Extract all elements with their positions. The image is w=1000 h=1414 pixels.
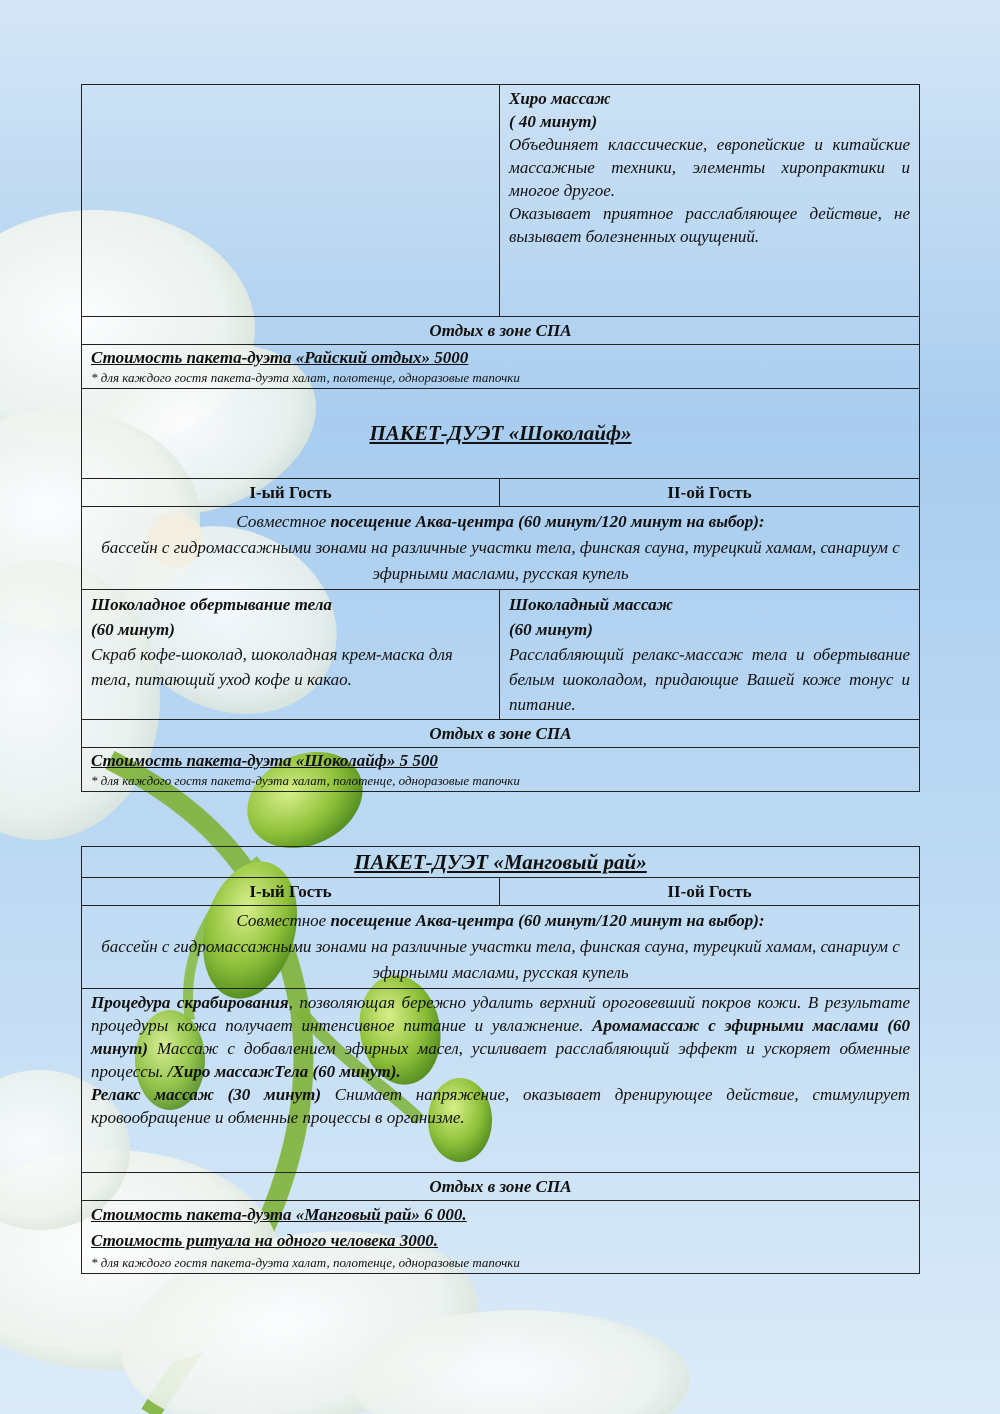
aroma-massage-title: Аромамассаж с эфирными маслами (60 минут) (91, 1016, 910, 1058)
relax-massage-text (91, 1083, 910, 1129)
package-price: Стоимость пакета-дуэта «Шоколайф» 5 500 (91, 751, 438, 770)
mango-procedures-text (91, 991, 910, 1083)
hiro-massage-title: Хиро массаж (509, 89, 611, 108)
package-price: Стоимость пакета-дуэта «Райский отдых» 5000 (91, 348, 469, 367)
chocolate-massage-title: Шоколадный массаж (509, 595, 673, 614)
package-note: * для каждого гостя пакета-дуэта халат, полотенце, одноразовые тапочки (91, 1255, 520, 1270)
package-price: Стоимость пакета-дуэта «Манговый рай» 6 000. (91, 1205, 467, 1224)
package-note: * для каждого гостя пакета-дуэта халат, полотенце, одноразовые тапочки (91, 773, 520, 788)
aqua-visit: посещение Аква-центра (60 минут/120 минут на выбор): (330, 911, 765, 930)
relax-massage-title: Релакс массаж (30 минут) (91, 1085, 322, 1104)
spa-rest-row: Отдых в зоне СПА (82, 720, 920, 748)
package-chocolife-title: ПАКЕТ-ДУЭТ «Шоколайф» (82, 389, 920, 479)
aqua-description: бассейн с гидромассажными зонами на различные участки тела, финская сауна, турецкий хамам, санариум с эфирными маслами, русская купель (101, 538, 900, 583)
scrub-text: , позволяющая бережно удалить верхний ороговевший покров кожи. В результате процедуры кожа получает интенсивное питание и увлажнение. (91, 993, 910, 1035)
price-list-page (81, 84, 919, 1274)
chocolate-massage-description: Расслабляющий релакс-массаж тела и обертывание белым шоколадом, придающие Вашей коже тонус и питание. (509, 645, 910, 714)
chocolate-wrap-description: Скраб кофе-шоколад, шоколадная крем-маска для тела, питающий уход кофе и какао. (91, 645, 453, 689)
package-paradise-table (81, 84, 920, 792)
aqua-description: бассейн с гидромассажными зонами на различные участки тела, финская сауна, турецкий хамам, санариум с эфирными маслами, русская купель (101, 937, 900, 982)
aroma-massage-text: Массаж с добавлением эфирных масел, усиливает расслабляющий эффект и ускоряет обменные процессы. (91, 1039, 910, 1081)
scrub-title: Процедура скрабирования (91, 993, 289, 1012)
empty-left-cell (82, 85, 500, 317)
hiro-massage-cell (500, 85, 920, 317)
package-mango-title: ПАКЕТ-ДУЭТ «Манговый рай» (82, 847, 920, 878)
single-ritual-price: Стоимость ритуала на одного человека 3000. (91, 1231, 438, 1250)
hiro-massage-duration: ( 40 минут) (509, 112, 598, 131)
chocolate-wrap-title: Шоколадное обертывание тела (91, 595, 332, 614)
chocolate-wrap-cell (82, 590, 500, 720)
package-mango-table (81, 846, 920, 1274)
chocolate-wrap-duration: (60 минут) (91, 620, 175, 639)
guest-one-header: I-ый Гость (82, 479, 500, 507)
package-note: * для каждого гостя пакета-дуэта халат, полотенце, одноразовые тапочки (91, 370, 520, 385)
spa-rest-row: Отдых в зоне СПА (82, 1173, 920, 1201)
hiro-massage-description: Объединяет классические, европейские и китайские массажные техники, элементы хиропрактики и многое другое. (509, 135, 910, 200)
chocolate-massage-duration: (60 минут) (509, 620, 593, 639)
mango-procedures-cell (82, 989, 920, 1173)
hiro-body-title: /Хиро массажТела (60 минут). (167, 1062, 401, 1081)
guest-one-header: I-ый Гость (82, 878, 500, 906)
hiro-massage-effect: Оказывает приятное расслабляющее действие, не вызывает болезненных ощущений. (509, 204, 910, 246)
guest-two-header: II-ой Гость (500, 878, 920, 906)
price-cell (82, 1201, 920, 1274)
aqua-prefix: Совместное (236, 512, 331, 531)
aqua-visit: посещение Аква-центра (60 минут/120 минут на выбор): (330, 512, 765, 531)
aqua-prefix: Совместное (236, 911, 331, 930)
aqua-center-cell (82, 507, 920, 590)
relax-massage-desc: Снимает напряжение, оказывает дренирующее действие, стимулирует кровообращение и обменные процессы в организме. (91, 1085, 910, 1127)
spa-rest-row: Отдых в зоне СПА (82, 317, 920, 345)
price-cell (82, 748, 920, 792)
table-gap (81, 792, 919, 846)
aqua-center-cell (82, 906, 920, 989)
guest-two-header: II-ой Гость (500, 479, 920, 507)
chocolate-massage-cell (500, 590, 920, 720)
price-cell (82, 345, 920, 389)
